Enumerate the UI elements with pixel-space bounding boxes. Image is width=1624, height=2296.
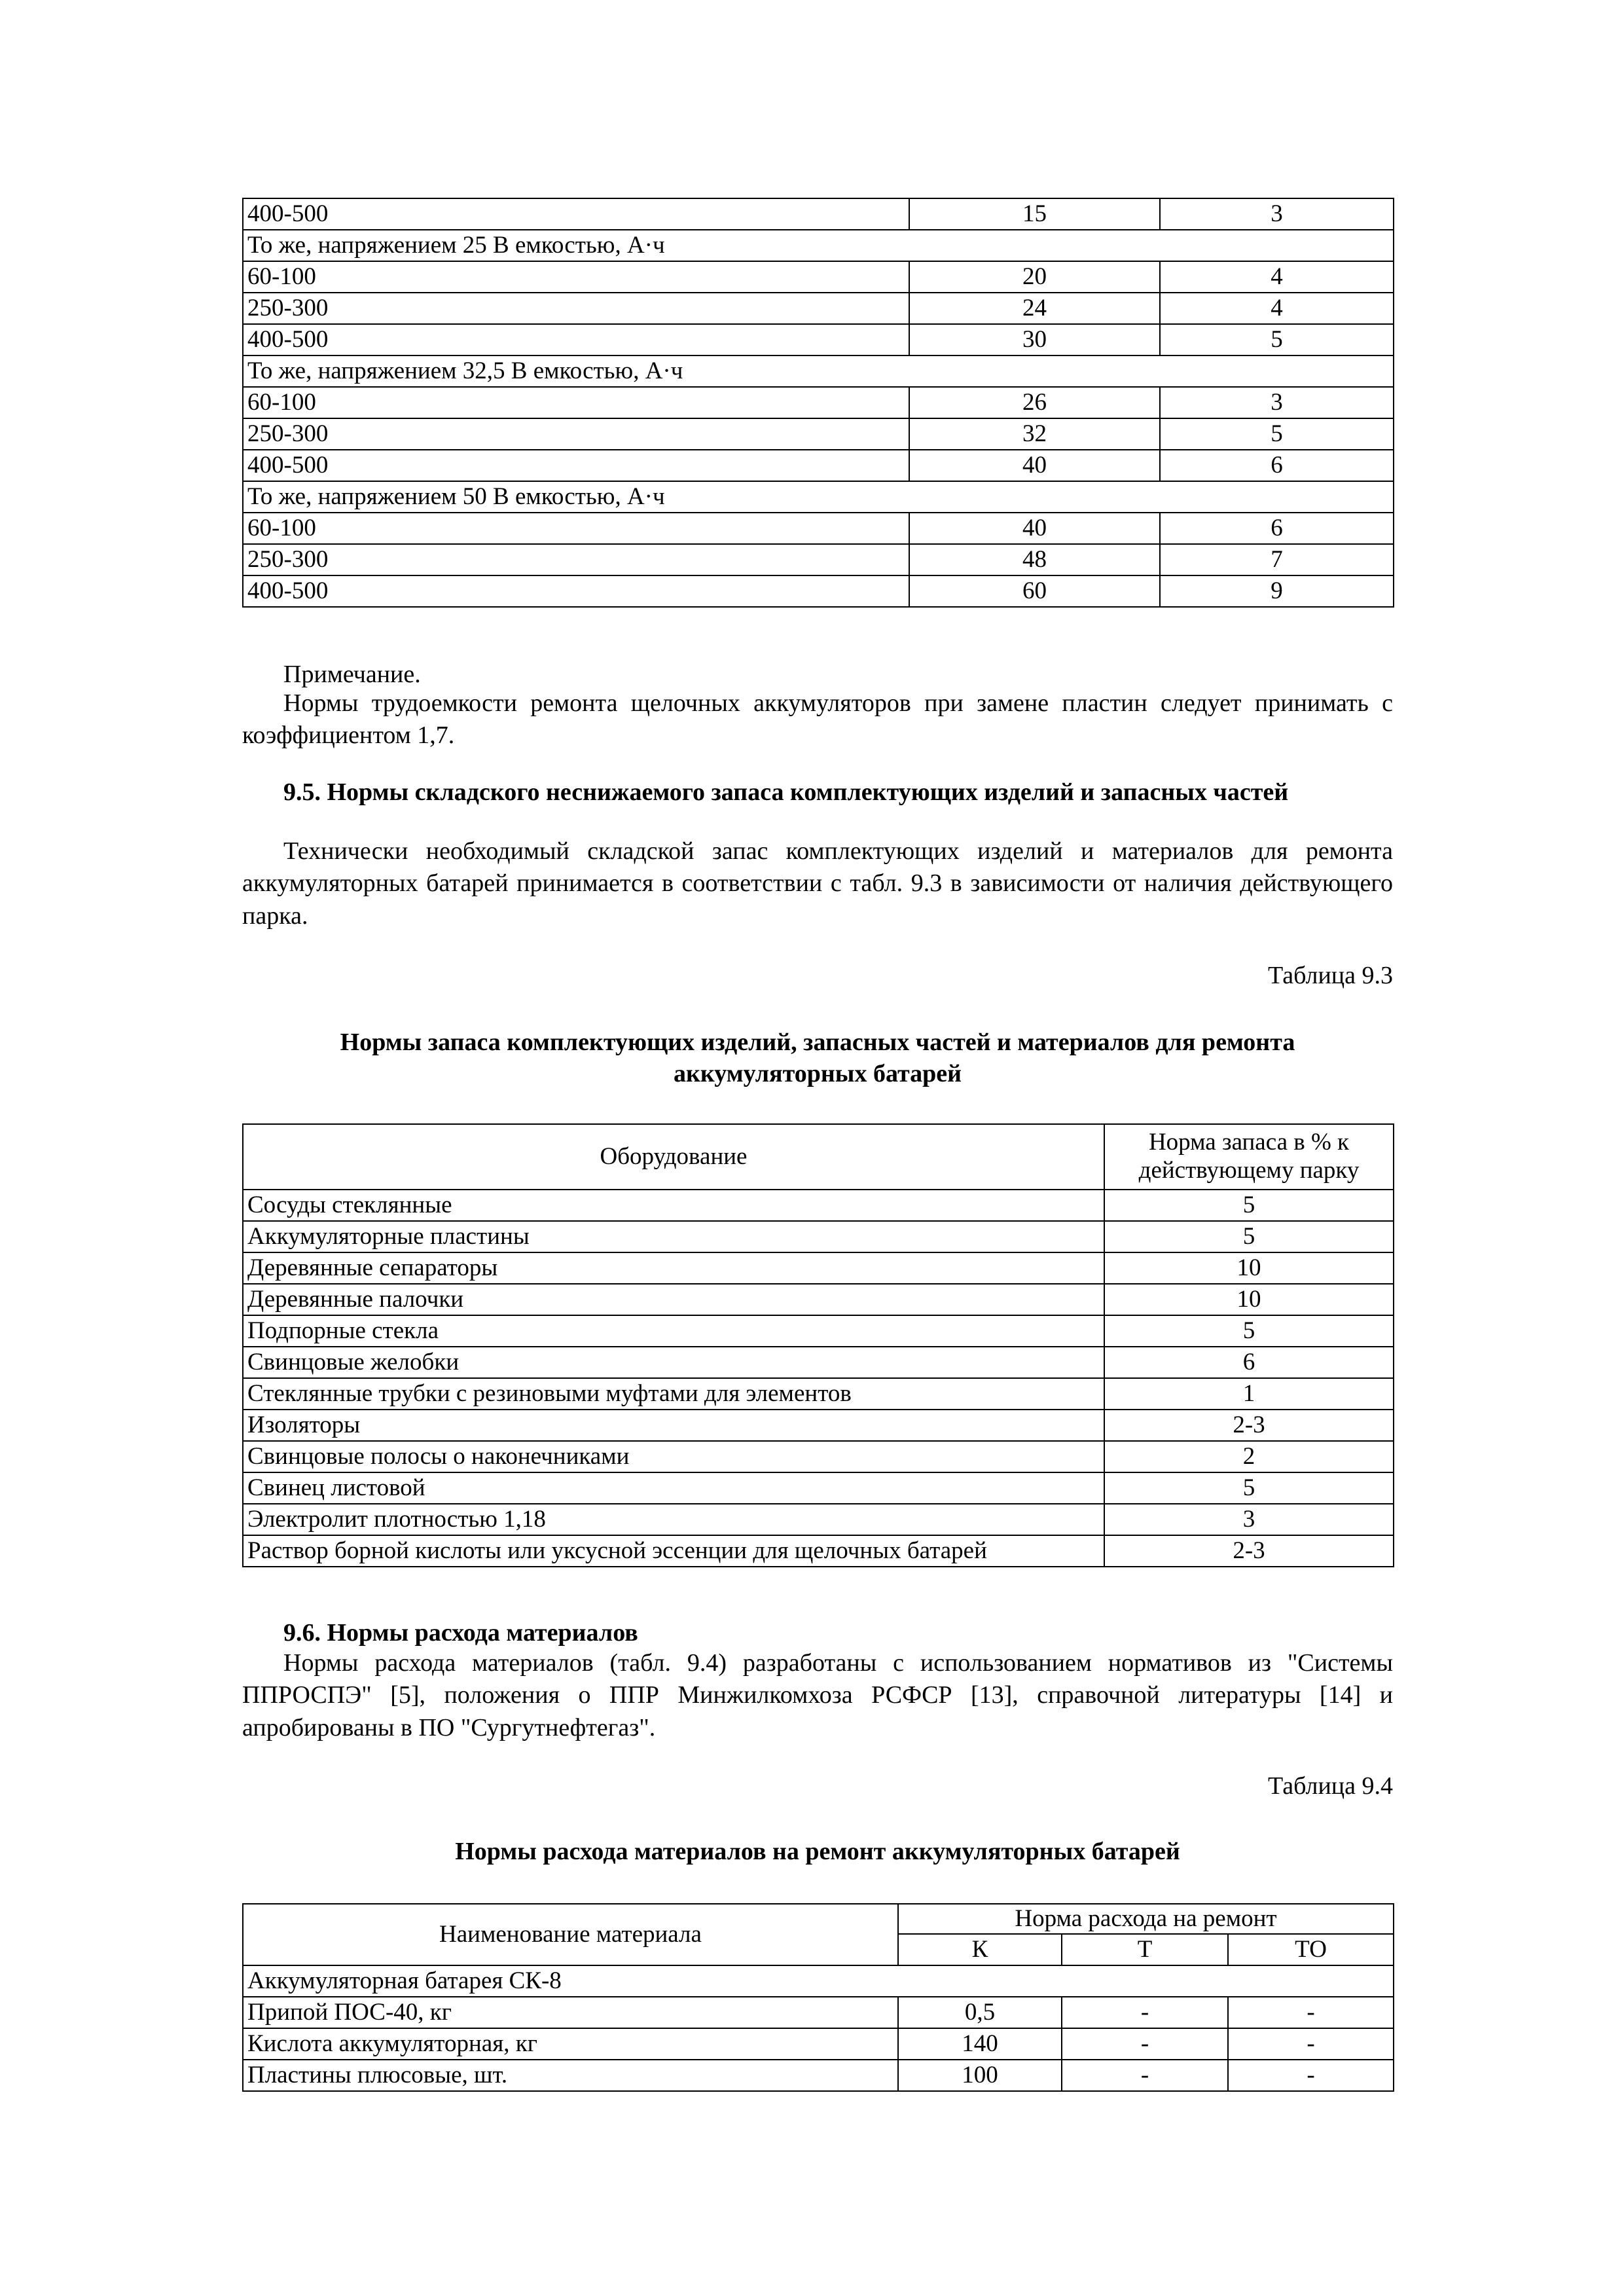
- table-group-row: [243, 230, 1394, 261]
- to-cell: -: [1228, 2028, 1394, 2060]
- norm-cell: 2: [1104, 1441, 1394, 1472]
- value-cell: 6: [1160, 513, 1394, 544]
- equipment-cell: Раствор борной кислоты или уксусной эссенции для щелочных батарей: [243, 1535, 1104, 1567]
- capacity-cell: 250-300: [243, 293, 909, 324]
- material-cell: Кислота аккумуляторная, кг: [243, 2028, 898, 2060]
- to-cell: -: [1228, 1997, 1394, 2028]
- equipment-cell: Деревянные сепараторы: [243, 1252, 1104, 1284]
- table-group-row: [243, 1965, 1394, 1997]
- table-row: [243, 2028, 1394, 2060]
- capacity-cell: 250-300: [243, 418, 909, 450]
- value-cell: 60: [909, 575, 1160, 607]
- column-header-equipment: Оборудование: [243, 1124, 1104, 1190]
- equipment-cell: Аккумуляторные пластины: [243, 1221, 1104, 1252]
- k-cell: 0,5: [898, 1997, 1062, 2028]
- equipment-cell: Подпорные стекла: [243, 1315, 1104, 1347]
- group-label: То же, напряжением 32,5 В емкостью, А·ч: [243, 355, 1394, 387]
- capacity-cell: 400-500: [243, 575, 909, 607]
- section-9-6-text: Нормы расхода материалов (табл. 9.4) разработаны с использованием нормативов из "Системы ППРОСПЭ" [5], положения о ППР Минжилкомхоза РСФСР [13], справочной литературы [14] и апробированы в ПО "Сургутнефтегаз".: [242, 1649, 1393, 1741]
- norm-cell: 3: [1104, 1504, 1394, 1535]
- value-cell: 30: [909, 324, 1160, 355]
- value-cell: 20: [909, 261, 1160, 293]
- table-9-4-label: Таблица 9.4: [1267, 1772, 1393, 1800]
- labor-norms-table: [242, 198, 1394, 608]
- note-title: Примечание.: [283, 661, 421, 688]
- equipment-cell: Электролит плотностью 1,18: [243, 1504, 1104, 1535]
- equipment-cell: Стеклянные трубки с резиновыми муфтами для элементов: [243, 1378, 1104, 1410]
- table-header-row: [243, 1904, 1394, 1934]
- table-row: [243, 513, 1394, 544]
- table-row: [243, 1472, 1394, 1504]
- value-cell: 5: [1160, 324, 1394, 355]
- column-header-t: Т: [1062, 1934, 1228, 1965]
- table-row: [243, 1252, 1394, 1284]
- column-header-to: ТО: [1228, 1934, 1394, 1965]
- table-row: [243, 387, 1394, 418]
- section-9-5-text: Технически необходимый складской запас комплектующих изделий и материалов для ремонта аккумуляторных батарей принимается в соответствии с табл. 9.3 в зависимости от наличия действующего парка.: [242, 837, 1393, 930]
- table-row: [243, 2060, 1394, 2091]
- value-cell: 32: [909, 418, 1160, 450]
- norm-cell: 5: [1104, 1315, 1394, 1347]
- capacity-cell: 250-300: [243, 544, 909, 575]
- table-row: [243, 1378, 1394, 1410]
- value-cell: 9: [1160, 575, 1394, 607]
- norm-cell: 10: [1104, 1252, 1394, 1284]
- table-row: [243, 1315, 1394, 1347]
- norm-cell: 1: [1104, 1378, 1394, 1410]
- table-9-3-title-line1: Нормы запаса комплектующих изделий, запасных частей и материалов для ремонта: [340, 1029, 1295, 1056]
- table-row: [243, 261, 1394, 293]
- group-label: То же, напряжением 50 В емкостью, А·ч: [243, 481, 1394, 513]
- material-cell: Припой ПОС-40, кг: [243, 1997, 898, 2028]
- table-row: [243, 450, 1394, 481]
- value-cell: 40: [909, 450, 1160, 481]
- capacity-cell: 400-500: [243, 324, 909, 355]
- value-cell: 48: [909, 544, 1160, 575]
- column-header-norm: Норма расхода на ремонт: [898, 1904, 1394, 1934]
- equipment-cell: Свинец листовой: [243, 1472, 1104, 1504]
- table-9-3-title-line2: аккумуляторных батарей: [674, 1060, 962, 1087]
- value-cell: 24: [909, 293, 1160, 324]
- norm-cell: 5: [1104, 1190, 1394, 1221]
- spare-parts-table: [242, 1123, 1394, 1567]
- table-row: [243, 544, 1394, 575]
- table-row: [243, 1504, 1394, 1535]
- table-group-row: [243, 481, 1394, 513]
- equipment-cell: Свинцовые желобки: [243, 1347, 1104, 1378]
- to-cell: -: [1228, 2060, 1394, 2091]
- equipment-cell: Деревянные палочки: [243, 1284, 1104, 1315]
- section-9-5-heading: 9.5. Нормы складского неснижаемого запаса комплектующих изделий и запасных частей: [283, 778, 1289, 806]
- table-group-row: [243, 355, 1394, 387]
- column-header-norm: Норма запаса в % к действующему парку: [1104, 1124, 1394, 1190]
- column-header-k: К: [898, 1934, 1062, 1965]
- table-row: [243, 1410, 1394, 1441]
- capacity-cell: 60-100: [243, 261, 909, 293]
- value-cell: 7: [1160, 544, 1394, 575]
- group-label: То же, напряжением 25 В емкостью, А·ч: [243, 230, 1394, 261]
- norm-cell: 5: [1104, 1472, 1394, 1504]
- norm-cell: 2-3: [1104, 1535, 1394, 1567]
- value-cell: 6: [1160, 450, 1394, 481]
- section-9-6-heading: 9.6. Нормы расхода материалов: [283, 1619, 638, 1647]
- table-row: [243, 1997, 1394, 2028]
- t-cell: -: [1062, 2060, 1228, 2091]
- value-cell: 5: [1160, 418, 1394, 450]
- table-row: [243, 198, 1394, 230]
- capacity-cell: 60-100: [243, 513, 909, 544]
- table-9-4-title: Нормы расхода материалов на ремонт аккумуляторных батарей: [455, 1838, 1180, 1865]
- capacity-cell: 400-500: [243, 198, 909, 230]
- table-row: [243, 1284, 1394, 1315]
- k-cell: 140: [898, 2028, 1062, 2060]
- table-row: [243, 324, 1394, 355]
- equipment-cell: Изоляторы: [243, 1410, 1104, 1441]
- norm-cell: 5: [1104, 1221, 1394, 1252]
- equipment-cell: Свинцовые полосы о наконечниками: [243, 1441, 1104, 1472]
- table-row: [243, 1190, 1394, 1221]
- table-row: [243, 575, 1394, 607]
- capacity-cell: 60-100: [243, 387, 909, 418]
- value-cell: 15: [909, 198, 1160, 230]
- t-cell: -: [1062, 1997, 1228, 2028]
- value-cell: 26: [909, 387, 1160, 418]
- materials-consumption-table: [242, 1903, 1394, 2092]
- note-text: Нормы трудоемкости ремонта щелочных аккумуляторов при замене пластин следует принимать с коэффициентом 1,7.: [242, 689, 1393, 750]
- k-cell: 100: [898, 2060, 1062, 2091]
- table-9-3-label: Таблица 9.3: [1267, 962, 1393, 989]
- value-cell: 4: [1160, 261, 1394, 293]
- material-cell: Пластины плюсовые, шт.: [243, 2060, 898, 2091]
- value-cell: 40: [909, 513, 1160, 544]
- norm-cell: 6: [1104, 1347, 1394, 1378]
- value-cell: 3: [1160, 198, 1394, 230]
- table-row: [243, 418, 1394, 450]
- capacity-cell: 400-500: [243, 450, 909, 481]
- table-row: [243, 1347, 1394, 1378]
- norm-cell: 2-3: [1104, 1410, 1394, 1441]
- t-cell: -: [1062, 2028, 1228, 2060]
- table-row: [243, 1221, 1394, 1252]
- table-header-row: [243, 1124, 1394, 1190]
- table-row: [243, 293, 1394, 324]
- table-row: [243, 1441, 1394, 1472]
- table-row: [243, 1535, 1394, 1567]
- value-cell: 4: [1160, 293, 1394, 324]
- value-cell: 3: [1160, 387, 1394, 418]
- equipment-cell: Сосуды стеклянные: [243, 1190, 1104, 1221]
- column-header-material: Наименование материала: [243, 1904, 898, 1965]
- group-label: Аккумуляторная батарея СК-8: [243, 1965, 1394, 1997]
- norm-cell: 10: [1104, 1284, 1394, 1315]
